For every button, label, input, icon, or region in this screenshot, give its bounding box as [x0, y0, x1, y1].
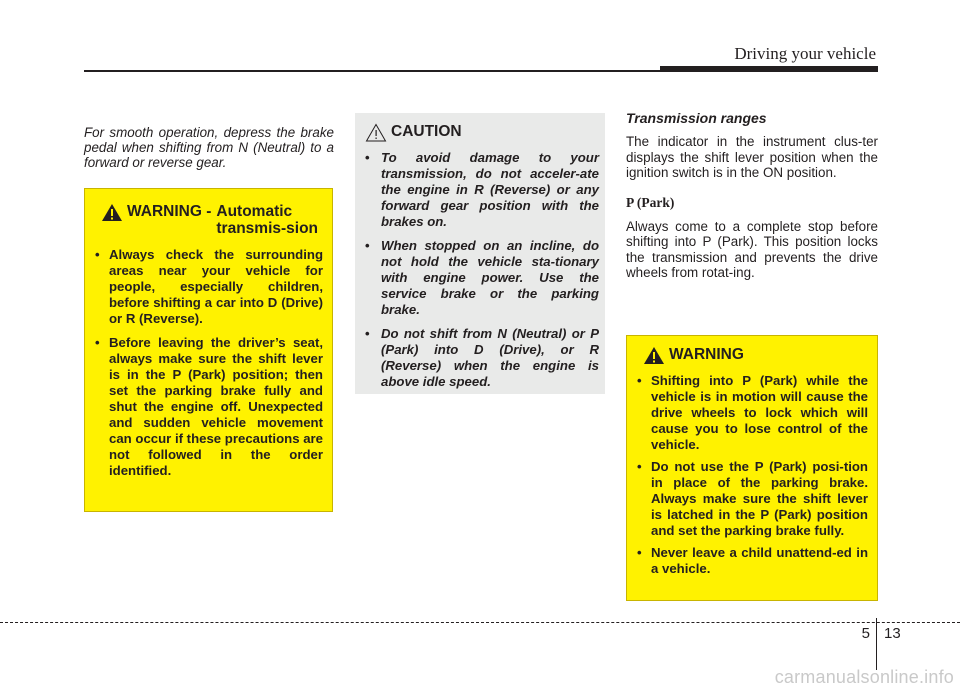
header-rule-thick: [660, 66, 878, 72]
park-text: Always come to a complete stop before shifting into P (Park). This position locks the transmission and prevents the drive wheels from rotat-ing.: [626, 218, 878, 280]
page-number: 13: [884, 625, 901, 642]
warning-title: WARNING: [669, 346, 744, 363]
park-heading: P (Park): [626, 194, 675, 210]
warning-subtitle: Automatic transmis-sion: [216, 203, 319, 237]
transmission-ranges-text: The indicator in the instrument clus-ter displays the shift lever position when the ignition switch is in the ON position.: [626, 134, 878, 180]
warning-box-automatic-transmission: [84, 188, 333, 512]
page-number-divider: [876, 618, 877, 670]
caution-triangle-icon: [365, 123, 387, 142]
transmission-ranges-section: [626, 110, 878, 281]
footer-rule: [0, 622, 960, 623]
chapter-number: 5: [861, 625, 870, 642]
caution-list: [365, 150, 599, 390]
warning-list: [95, 247, 323, 479]
warning-title: WARNING -: [127, 203, 212, 220]
list-item: • Do not shift from N (Neutral) or P (Park) into D (Drive), or R (Reverse) when the engine is above idle speed.: [365, 326, 599, 390]
list-item: • To avoid damage to your transmission, do not acceler-ate the engine in R (Reverse) or any forward gear position with the brakes on.: [365, 150, 599, 230]
caution-box: [355, 113, 605, 394]
caution-title: CAUTION: [391, 123, 462, 140]
list-item: • Do not use the P (Park) posi-tion in place of the parking brake. Always make sure the shift lever is latched in the P (Park) position and set the parking brake fully.: [637, 459, 868, 539]
warning-triangle-icon: [643, 346, 665, 365]
watermark: carmanualsonline.info: [774, 667, 954, 687]
warning-list: [637, 373, 868, 577]
warning-heading: [95, 203, 323, 237]
intro-paragraph: For smooth operation, depress the brake pedal when shifting from N (Neutral) to a forward or reverse gear.: [84, 125, 334, 171]
list-item: • Always check the surrounding areas near your vehicle for people, especially children, before shifting a car into D (Drive) or R (Reverse).: [95, 247, 323, 327]
list-item: • When stopped on an incline, do not hold the vehicle sta-tionary with engine power. Use the service brake or the parking brake.: [365, 238, 599, 318]
warning-heading: [637, 346, 868, 365]
warning-triangle-icon: [101, 203, 123, 222]
warning-box-park: [626, 335, 878, 601]
list-item: • Before leaving the driver’s seat, always make sure the shift lever is in the P (Park) position; then set the parking brake fully and shut the engine off. Unexpected and sudden vehicle movement can occur if these precautions are not followed in the order identified.: [95, 335, 323, 479]
list-item: • Never leave a child unattend-ed in a vehicle.: [637, 545, 868, 577]
header-rule: [84, 70, 660, 72]
transmission-ranges-heading: Transmission ranges: [626, 110, 767, 126]
section-title: Driving your vehicle: [734, 44, 876, 63]
caution-heading: [365, 123, 599, 142]
list-item: • Shifting into P (Park) while the vehicle is in motion will cause the drive wheels to lock which will cause you to lose control of the vehicle.: [637, 373, 868, 453]
